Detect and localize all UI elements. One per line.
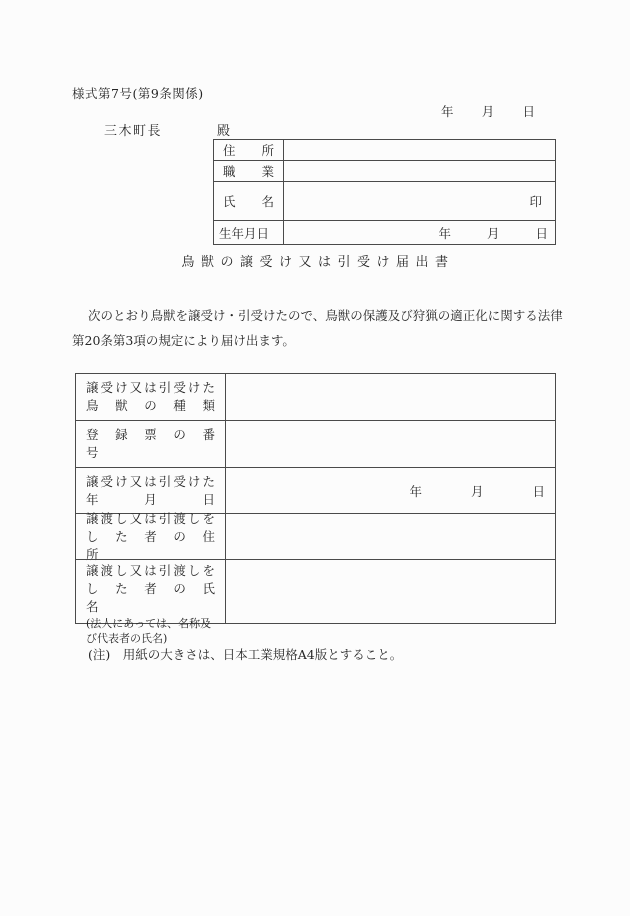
applicant-row-name [214, 181, 555, 220]
birth-year-label: 年 [438, 225, 451, 241]
name-value-cell [284, 182, 555, 220]
address-value-cell [284, 140, 555, 160]
transferor-name-label-line3: (法人にあっては、名称及 [86, 617, 212, 630]
occupation-value-cell [284, 161, 555, 181]
transferor-name-label-cell [76, 560, 228, 645]
transferor-address-label-line1: 譲渡し又は引渡しを [86, 510, 215, 526]
transfer-day-label: 日 [532, 483, 545, 499]
transferor-address-value-cell [226, 514, 555, 559]
seal-placeholder-label: 印 [529, 194, 542, 209]
occupation-label: 職 業 [223, 164, 274, 179]
species-label-line1: 譲受け又は引受けた [86, 380, 215, 395]
birth-day-label: 日 [535, 225, 548, 241]
birth-month-label: 月 [486, 225, 500, 241]
species-label-cell [76, 374, 226, 420]
transfer-date-label-line1: 譲受け又は引受けた [86, 473, 215, 489]
registration-number-value-cell [226, 421, 555, 467]
transfer-date-label-cell [76, 468, 226, 513]
applicant-row-birthdate [214, 220, 555, 244]
date-month-label: 月 [481, 104, 495, 119]
note-text: (注) 用紙の大きさは、日本工業規格A4版とすること。 [88, 647, 403, 662]
transferor-name-label-line1: 譲渡し又は引渡しを [86, 563, 215, 578]
transfer-date-label-line2: 年 月 日 [86, 491, 215, 507]
registration-number-label-cell [76, 421, 226, 467]
birthdate-label: 生年月日 [219, 225, 270, 241]
submission-date-line [441, 102, 535, 120]
registration-number-label: 登 録 票 の 番 号 [86, 427, 228, 460]
addressee-honorific: 殿 [217, 124, 231, 139]
addressee-name: 三木町長 [104, 124, 163, 139]
date-day-label: 日 [522, 104, 535, 119]
transfer-date-value-cell [226, 468, 555, 513]
detail-row-transfer-date [76, 467, 555, 513]
date-year-label: 年 [441, 104, 454, 119]
species-value-cell [226, 374, 555, 420]
body-paragraph-line2: 第20条第3項の規定により届け出ます。 [72, 333, 295, 348]
transfer-month-label: 月 [470, 483, 484, 499]
birthdate-label-cell [214, 221, 284, 244]
document-title: 鳥獣の譲受け又は引受け届出書 [181, 255, 455, 270]
transferor-name-label-line2: し た 者 の 氏 名 [86, 581, 228, 614]
applicant-row-occupation [214, 160, 555, 181]
address-label-cell [214, 140, 284, 160]
name-label: 氏 名 [223, 194, 274, 209]
transferor-name-label-line4: び代表者の氏名) [86, 632, 168, 645]
transfer-year-label: 年 [409, 483, 422, 499]
body-paragraph-line1: 次のとおり鳥獣を譲受け・引受けたので、鳥獣の保護及び狩猟の適正化に関する法律 [88, 308, 563, 323]
birthdate-value-cell [284, 221, 555, 244]
detail-row-transferor-name [76, 559, 555, 645]
address-label: 住 所 [223, 143, 274, 158]
detail-row-transferor-address [76, 510, 555, 562]
species-label-line2: 鳥 獣 の 種 類 [86, 398, 215, 413]
applicant-table [213, 139, 556, 245]
transferor-name-value-cell [226, 560, 555, 623]
applicant-row-address [214, 140, 555, 160]
form-number-label: 様式第7号(第9条関係) [72, 86, 204, 101]
occupation-label-cell [214, 161, 284, 181]
name-label-cell [214, 182, 284, 220]
transferor-address-label-line2: し た 者 の 住 所 [86, 528, 228, 562]
detail-row-registration-number [76, 420, 555, 467]
detail-row-species [76, 374, 555, 420]
transferor-address-label-cell [76, 510, 228, 562]
detail-table [75, 373, 556, 645]
